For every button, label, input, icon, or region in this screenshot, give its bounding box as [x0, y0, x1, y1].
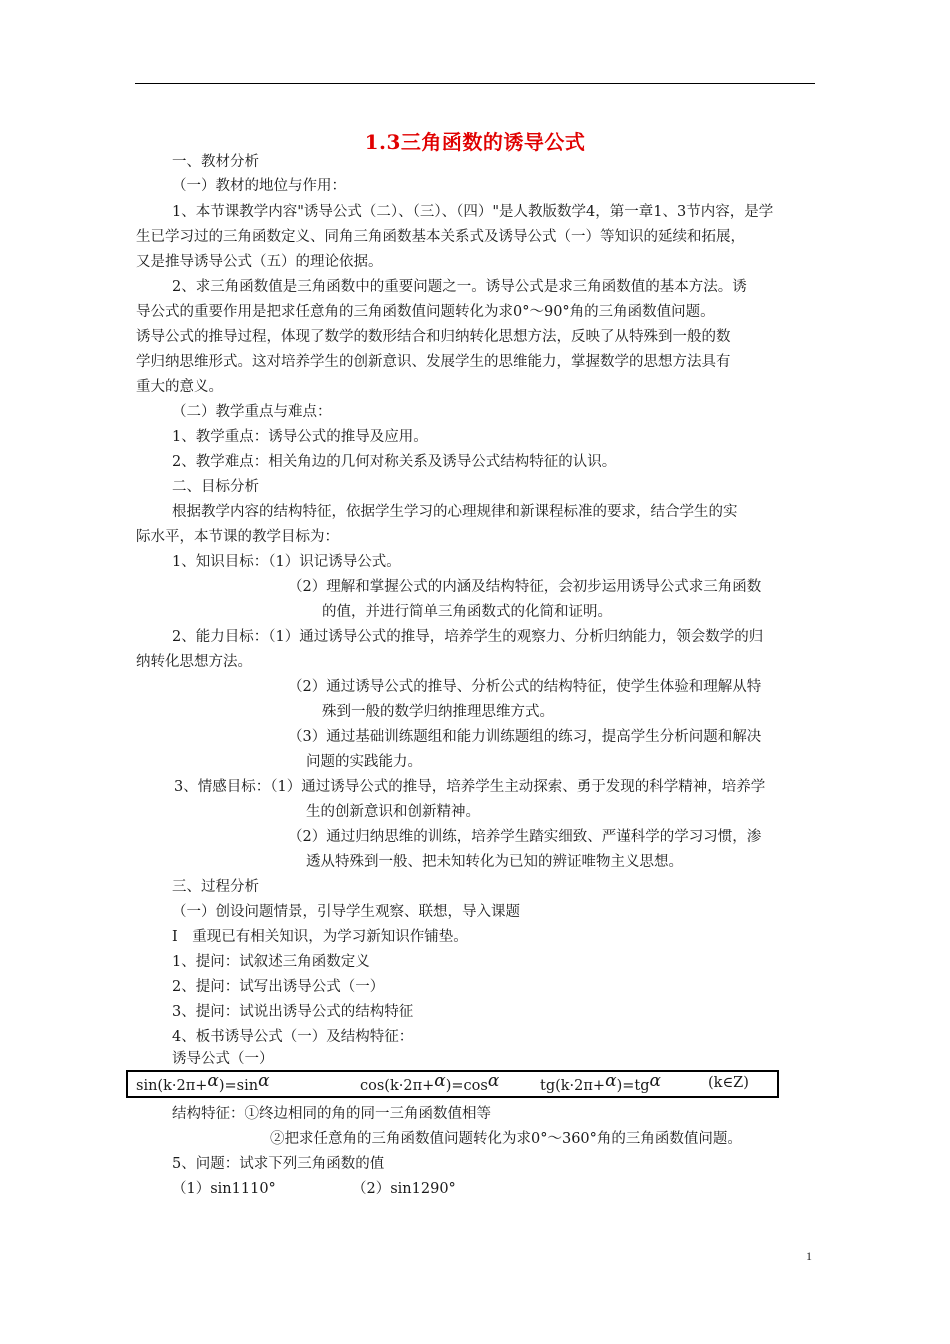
paragraph-line: 2、求三角函数值是三角函数中的重要问题之一。诱导公式是求三角函数值的基本方法。诱 [172, 279, 747, 295]
paragraph-line: 生已学习过的三角函数定义、同角三角函数基本关系式及诱导公式（一）等知识的延续和拓展， [136, 229, 745, 245]
sin-formula: sin(k·2π+α)=sinα [136, 1071, 270, 1094]
paragraph-line: 1、知识目标：（1）识记诱导公式。 [172, 554, 401, 570]
header-rule [135, 83, 815, 84]
formula-domain: (k∈Z) [708, 1075, 749, 1091]
paragraph-line: （2）通过归纳思维的训练，培养学生踏实细致、严谨科学的学习习惯，渗 [288, 829, 762, 845]
paragraph-line: 殊到一般的数学归纳推理思维方式。 [322, 704, 554, 720]
formula-box [126, 1070, 779, 1098]
paragraph-line: 学归纳思维形式。这对培养学生的创新意识、发展学生的思维能力，掌握数学的思想方法具有 [136, 354, 731, 370]
paragraph-line: 结构特征：①终边相同的角的同一三角函数值相等 [172, 1106, 491, 1122]
paragraph-line: 4、板书诱导公式（一）及结构特征： [172, 1029, 414, 1045]
paragraph-line: 导公式的重要作用是把求任意角的三角函数值问题转化为求0°～90°角的三角函数值问题。 [136, 304, 715, 320]
paragraph-line: （2）通过诱导公式的推导、分析公式的结构特征，使学生体验和理解从特 [288, 679, 762, 695]
paragraph-line: 诱导公式的推导过程，体现了数学的数形结合和归纳转化思想方法，反映了从特殊到一般的数 [136, 329, 731, 345]
paragraph-line: 3、提问：试说出诱导公式的结构特征 [172, 1004, 414, 1020]
section-heading: 二、目标分析 [172, 479, 259, 495]
paragraph-line: （2）理解和掌握公式的内涵及结构特征，会初步运用诱导公式求三角函数 [288, 579, 762, 595]
subsection-heading: （二）教学重点与难点： [172, 404, 332, 420]
paragraph-line: 问题的实践能力。 [306, 754, 422, 770]
paragraph-line: 2、能力目标：（1）通过诱导公式的推导，培养学生的观察力、分析归纳能力，领会数学的归 [172, 629, 764, 645]
paragraph-line: 透从特殊到一般、把未知转化为已知的辨证唯物主义思想。 [306, 854, 683, 870]
paragraph-line: 的值，并进行简单三角函数式的化简和证明。 [322, 604, 612, 620]
section-heading: 一、教材分析 [172, 154, 259, 170]
exercise-item: （2）sin1290° [352, 1181, 456, 1197]
paragraph-line: 1、本节课教学内容"诱导公式（二）、（三）、（四）"是人教版数学4，第一章1、3节内容，是学 [172, 204, 774, 220]
paragraph-line: 2、提问：试写出诱导公式（一） [172, 979, 385, 995]
subsection-heading: （一）创设问题情景，引导学生观察、联想，导入课题 [172, 904, 520, 920]
tg-formula: tg(k·2π+α)=tgα [540, 1071, 661, 1094]
page-number: 1 [806, 1249, 812, 1263]
paragraph-line: ②把求任意角的三角函数值问题转化为求0°～360°角的三角函数值问题。 [270, 1131, 742, 1147]
paragraph-line: 根据教学内容的结构特征，依据学生学习的心理规律和新课程标准的要求，结合学生的实 [172, 504, 738, 520]
paragraph-line: 1、提问：试叙述三角函数定义 [172, 954, 370, 970]
paragraph-line: （3）通过基础训练题组和能力训练题组的练习，提高学生分析问题和解决 [288, 729, 762, 745]
paragraph-line: 生的创新意识和创新精神。 [306, 804, 480, 820]
document-title: 1.3三角函数的诱导公式 [364, 130, 586, 154]
paragraph-line: 5、问题：试求下列三角函数的值 [172, 1156, 385, 1172]
paragraph-line: 重大的意义。 [136, 379, 223, 395]
paragraph-line: 纳转化思想方法。 [136, 654, 252, 670]
cos-formula: cos(k·2π+α)=cosα [360, 1071, 500, 1094]
formula-label: 诱导公式（一） [172, 1051, 274, 1067]
paragraph-line: 际水平，本节课的教学目标为： [136, 529, 339, 545]
paragraph-line: I 重现已有相关知识，为学习新知识作铺垫。 [172, 929, 468, 945]
paragraph-line: 1、教学重点：诱导公式的推导及应用。 [172, 429, 428, 445]
paragraph-line: 2、教学难点：相关角边的几何对称关系及诱导公式结构特征的认识。 [172, 454, 617, 470]
section-heading: 三、过程分析 [172, 879, 259, 895]
exercise-item: （1）sin1110° [172, 1181, 276, 1197]
subsection-heading: （一）教材的地位与作用： [172, 178, 346, 194]
paragraph-line: 又是推导诱导公式（五）的理论依据。 [136, 254, 383, 270]
paragraph-line: 3、情感目标：（1）通过诱导公式的推导，培养学生主动探索、勇于发现的科学精神，培养学 [174, 779, 766, 795]
